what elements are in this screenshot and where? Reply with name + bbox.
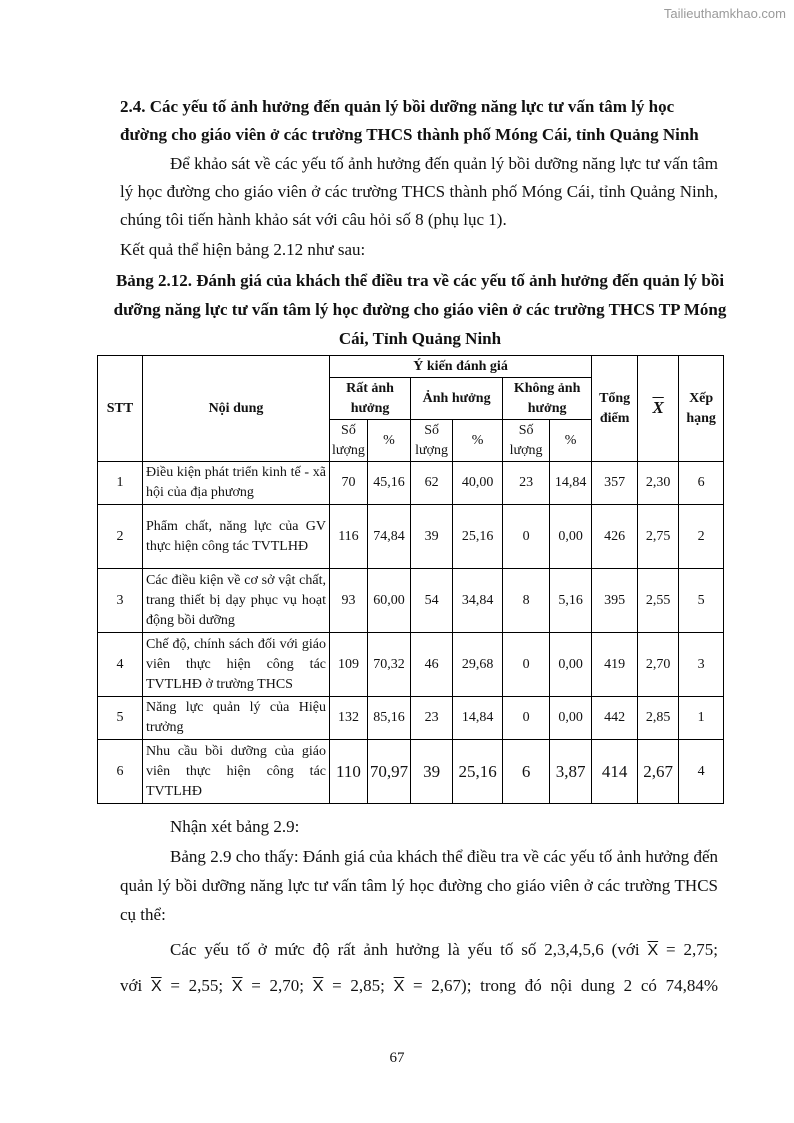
cell-very-count: 110 (330, 740, 368, 804)
header-mean: $\overline{X}$ (638, 356, 679, 462)
cell-affect-pct: 14,84 (453, 697, 503, 740)
cell-very-count: 109 (330, 633, 368, 697)
comment-paragraph: Bảng 2.9 cho thấy: Đánh giá của khách thể điều tra về các yếu tố ảnh hưởng đến quản lý bồi dưỡng năng lực tư vấn tâm lý học đường cho giáo viên ở các trường THCS cụ thể: (120, 847, 718, 924)
cell-very-pct: 70,32 (367, 633, 410, 697)
cell-total: 395 (592, 569, 638, 633)
watermark: Tailieuthamkhao.com (663, 6, 786, 21)
cell-stt: 3 (98, 569, 143, 633)
header-count: Số lượng (503, 420, 550, 462)
cell-none-count: 23 (503, 462, 550, 505)
cell-total: 442 (592, 697, 638, 740)
header-affect: Ảnh hưởng (411, 378, 503, 420)
cell-mean: 2,67 (638, 740, 679, 804)
mean-symbol: $\overline{X}$ (393, 978, 405, 995)
header-rank: Xếp hạng (679, 356, 724, 462)
cell-affect-pct: 25,16 (453, 740, 503, 804)
cell-none-pct: 0,00 (550, 697, 592, 740)
cell-none-pct: 14,84 (550, 462, 592, 505)
cell-rank: 5 (679, 569, 724, 633)
cell-content: Điều kiện phát triển kinh tế - xã hội của địa phương (143, 462, 330, 505)
cell-mean: 2,70 (638, 633, 679, 697)
table-row (98, 740, 724, 804)
table-row (98, 697, 724, 740)
cell-none-count: 6 (503, 740, 550, 804)
cell-affect-count: 54 (411, 569, 453, 633)
comment-formula-line-2: với $\overline{X} = 2,55$; $\overline{X} = 2,70$; $\overline{X} = 2,85$; $\overline{X} = 2,67$); trong đó nội dung 2 có 74,84% (120, 976, 719, 995)
cell-rank: 4 (679, 740, 724, 804)
cell-none-pct: 0,00 (550, 633, 592, 697)
cell-stt: 2 (98, 505, 143, 569)
header-total: Tổng điểm (592, 356, 638, 462)
header-pct: % (453, 420, 503, 462)
header-count: Số lượng (411, 420, 453, 462)
header-pct: % (550, 420, 592, 462)
cell-affect-count: 23 (411, 697, 453, 740)
cell-stt: 1 (98, 462, 143, 505)
cell-content: Nhu cầu bồi dưỡng của giáo viên thực hiện công tác TVTLHĐ (143, 740, 330, 804)
cell-mean: 2,55 (638, 569, 679, 633)
header-pct: % (367, 420, 410, 462)
cell-content: Năng lực quản lý của Hiệu trưởng (143, 697, 330, 740)
cell-affect-pct: 40,00 (453, 462, 503, 505)
cell-mean: 2,75 (638, 505, 679, 569)
table-row (98, 462, 724, 505)
table-caption: Bảng 2.12. Đánh giá của khách thể điều tra về các yếu tố ảnh hưởng đến quản lý bồi dưỡng năng lực tư vấn tâm lý học đường cho giáo viên ở các trường THCS TP Móng Cái, Tỉnh Quảng Ninh (113, 271, 727, 348)
cell-very-pct: 74,84 (367, 505, 410, 569)
cell-rank: 2 (679, 505, 724, 569)
cell-content: Chế độ, chính sách đối với giáo viên thực hiện công tác TVTLHĐ ở trường THCS (143, 633, 330, 697)
evaluation-table (97, 355, 724, 804)
comment-formula-line-1: Các yếu tố ở mức độ rất ảnh hưởng là yếu tố số 2,3,4,5,6 (với $\overline{X} = 2,75$; (170, 940, 718, 959)
cell-very-pct: 70,97 (367, 740, 410, 804)
cell-total: 357 (592, 462, 638, 505)
cell-none-pct: 0,00 (550, 505, 592, 569)
cell-total: 419 (592, 633, 638, 697)
header-stt: STT (98, 356, 143, 462)
section-heading: 2.4. Các yếu tố ảnh hưởng đến quản lý bồi dưỡng năng lực tư vấn tâm lý học đường cho giáo viên ở các trường THCS thành phố Móng Cái, tỉnh Quảng Ninh (120, 97, 699, 144)
cell-stt: 5 (98, 697, 143, 740)
cell-very-count: 116 (330, 505, 368, 569)
cell-mean: 2,30 (638, 462, 679, 505)
table-row (98, 505, 724, 569)
cell-none-count: 0 (503, 697, 550, 740)
cell-mean: 2,85 (638, 697, 679, 740)
mean-symbol: $\overline{X}$ (150, 978, 162, 995)
cell-affect-pct: 29,68 (453, 633, 503, 697)
mean-symbol: $\overline{X}$ (647, 942, 659, 959)
header-opinion: Ý kiến đánh giá (330, 356, 592, 378)
cell-none-pct: 3,87 (550, 740, 592, 804)
table-row (98, 633, 724, 697)
cell-none-count: 0 (503, 633, 550, 697)
header-content: Nội dung (143, 356, 330, 462)
cell-content: Phẩm chất, năng lực của GV thực hiện công tác TVTLHĐ (143, 505, 330, 569)
cell-affect-count: 62 (411, 462, 453, 505)
cell-total: 414 (592, 740, 638, 804)
result-line: Kết quả thể hiện bảng 2.12 như sau: (120, 240, 366, 259)
comment-title: Nhận xét bảng 2.9: (170, 817, 300, 836)
cell-affect-count: 46 (411, 633, 453, 697)
cell-stt: 6 (98, 740, 143, 804)
cell-total: 426 (592, 505, 638, 569)
cell-affect-count: 39 (411, 505, 453, 569)
table-row (98, 569, 724, 633)
cell-rank: 3 (679, 633, 724, 697)
cell-very-count: 132 (330, 697, 368, 740)
header-none: Không ảnh hưởng (503, 378, 592, 420)
cell-affect-count: 39 (411, 740, 453, 804)
cell-very-count: 93 (330, 569, 368, 633)
cell-content: Các điều kiện về cơ sở vật chất, trang thiết bị dạy phục vụ hoạt động bồi dưỡng (143, 569, 330, 633)
cell-none-count: 0 (503, 505, 550, 569)
page-number: 67 (389, 1050, 405, 1066)
cell-very-pct: 45,16 (367, 462, 410, 505)
cell-very-pct: 85,16 (367, 697, 410, 740)
cell-rank: 1 (679, 697, 724, 740)
mean-symbol: $\overline{X}$ (312, 978, 324, 995)
cell-stt: 4 (98, 633, 143, 697)
cell-very-count: 70 (330, 462, 368, 505)
header-very: Rất ảnh hưởng (330, 378, 411, 420)
header-count: Số lượng (330, 420, 368, 462)
intro-paragraph: Để khảo sát về các yếu tố ảnh hưởng đến quản lý bồi dưỡng năng lực tư vấn tâm lý học đường cho giáo viên ở các trường THCS thành phố Móng Cái, tỉnh Quảng Ninh, chúng tôi tiến hành khảo sát với câu hỏi số 8 (phụ lục 1). (120, 154, 718, 229)
cell-very-pct: 60,00 (367, 569, 410, 633)
cell-none-pct: 5,16 (550, 569, 592, 633)
mean-symbol: $\overline{X}$ (231, 978, 243, 995)
cell-affect-pct: 34,84 (453, 569, 503, 633)
cell-affect-pct: 25,16 (453, 505, 503, 569)
cell-rank: 6 (679, 462, 724, 505)
cell-none-count: 8 (503, 569, 550, 633)
